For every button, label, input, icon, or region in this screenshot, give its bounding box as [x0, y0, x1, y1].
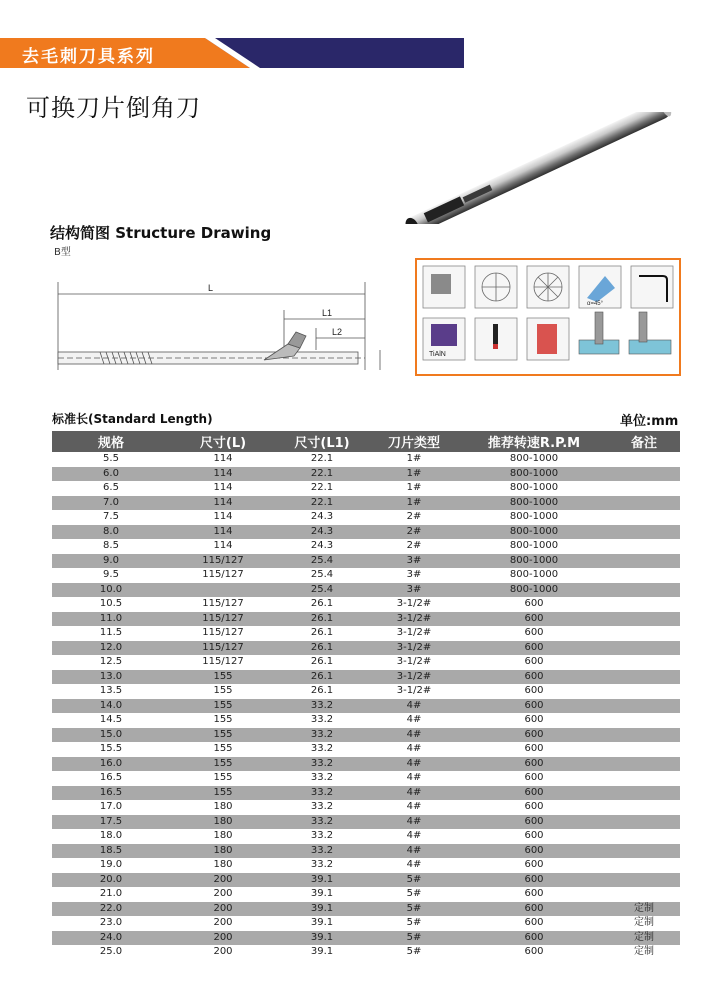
table-cell: 25.0: [52, 945, 170, 960]
table-row: [52, 815, 680, 830]
table-cell: 600: [460, 699, 608, 714]
table-cell: 200: [170, 873, 276, 888]
table-cell: 200: [170, 916, 276, 931]
table-row: [52, 539, 680, 554]
table-cell: [608, 496, 680, 511]
table-cell: [608, 829, 680, 844]
table-cell: 5#: [368, 887, 460, 902]
table-row: [52, 902, 680, 917]
table-cell: 180: [170, 815, 276, 830]
table-cell: 600: [460, 670, 608, 685]
table-cell: 3-1/2#: [368, 655, 460, 670]
table-cell: 115/127: [170, 554, 276, 569]
table-cell: 180: [170, 858, 276, 873]
table-row: [52, 844, 680, 859]
header-size-L1: 尺寸(L1): [276, 431, 368, 452]
unit-label: 单位:mm: [620, 414, 679, 429]
table-cell: 600: [460, 829, 608, 844]
table-cell: 33.2: [276, 771, 368, 786]
table-row: [52, 597, 680, 612]
table-cell: 33.2: [276, 742, 368, 757]
table-cell: 39.1: [276, 916, 368, 931]
table-cell: 114: [170, 496, 276, 511]
table-cell: 4#: [368, 699, 460, 714]
table-cell: 33.2: [276, 757, 368, 772]
table-cell: 800-1000: [460, 539, 608, 554]
table-row: [52, 626, 680, 641]
dim-L2: L2: [332, 327, 343, 337]
table-cell: 25.4: [276, 568, 368, 583]
table-row: [52, 655, 680, 670]
table-cell: 155: [170, 786, 276, 801]
counterbore-diagram-icon: [579, 312, 619, 354]
table-row: [52, 728, 680, 743]
table-cell: [608, 699, 680, 714]
table-cell: 15.0: [52, 728, 170, 743]
table-cell: 5.5: [52, 452, 170, 467]
table-cell: 600: [460, 757, 608, 772]
table-cell: [608, 844, 680, 859]
table-cell: 12.5: [52, 655, 170, 670]
table-row: [52, 583, 680, 598]
table-cell: 114: [170, 539, 276, 554]
table-cell: 26.1: [276, 655, 368, 670]
table-cell: 25.4: [276, 583, 368, 598]
table-cell: [608, 452, 680, 467]
table-row: [52, 510, 680, 525]
table-cell: 3-1/2#: [368, 597, 460, 612]
table-cell: [608, 742, 680, 757]
table-cell: 115/127: [170, 641, 276, 656]
table-cell: 5#: [368, 902, 460, 917]
table-cell: 4#: [368, 786, 460, 801]
table-row: [52, 481, 680, 496]
table-cell: 13.5: [52, 684, 170, 699]
table-row: [52, 945, 680, 960]
table-cell: [608, 597, 680, 612]
table-cell: 26.1: [276, 684, 368, 699]
table-row: [52, 829, 680, 844]
table-row: [52, 641, 680, 656]
table-cell: 600: [460, 786, 608, 801]
table-cell: [608, 858, 680, 873]
table-cell: 3-1/2#: [368, 684, 460, 699]
table-cell: [608, 887, 680, 902]
table-cell: 600: [460, 887, 608, 902]
table-cell: 114: [170, 467, 276, 482]
table-cell: 4#: [368, 858, 460, 873]
table-row: [52, 713, 680, 728]
table-row: [52, 684, 680, 699]
table-cell: 13.0: [52, 670, 170, 685]
spec-table: [52, 431, 680, 960]
table-cell: [608, 583, 680, 598]
table-cell: 26.1: [276, 626, 368, 641]
table-cell: 1#: [368, 452, 460, 467]
table-row: [52, 612, 680, 627]
table-cell: [608, 771, 680, 786]
table-cell: 600: [460, 655, 608, 670]
table-cell: [608, 612, 680, 627]
table-cell: [608, 800, 680, 815]
table-cell: 39.1: [276, 887, 368, 902]
table-cell: 14.5: [52, 713, 170, 728]
table-row: [52, 887, 680, 902]
table-row: [52, 931, 680, 946]
table-cell: 115/127: [170, 626, 276, 641]
table-cell: 600: [460, 713, 608, 728]
table-cell: 600: [460, 641, 608, 656]
table-cell: 1#: [368, 496, 460, 511]
table-cell: 4#: [368, 728, 460, 743]
table-cell: 114: [170, 525, 276, 540]
table-cell: 21.0: [52, 887, 170, 902]
table-cell: [608, 684, 680, 699]
table-cell: 180: [170, 800, 276, 815]
table-cell: 22.1: [276, 452, 368, 467]
table-cell: 9.0: [52, 554, 170, 569]
table-cell: 600: [460, 858, 608, 873]
table-cell: [608, 670, 680, 685]
table-cell: 155: [170, 771, 276, 786]
table-cell: 155: [170, 728, 276, 743]
table-cell: 33.2: [276, 800, 368, 815]
dim-L1: L1: [322, 308, 333, 318]
table-row: [52, 554, 680, 569]
table-cell: 3-1/2#: [368, 612, 460, 627]
header-remark: 备注: [608, 431, 680, 452]
table-cell: 5#: [368, 916, 460, 931]
table-cell: 600: [460, 902, 608, 917]
table-cell: 39.1: [276, 931, 368, 946]
table-cell: [608, 568, 680, 583]
table-caption: 标准长(Standard Length): [52, 412, 213, 426]
table-cell: 600: [460, 728, 608, 743]
table-cell: 14.0: [52, 699, 170, 714]
table-cell: [170, 583, 276, 598]
table-cell: 3-1/2#: [368, 626, 460, 641]
table-cell: 24.0: [52, 931, 170, 946]
structure-type-label: B型: [54, 247, 71, 258]
table-cell: 4#: [368, 829, 460, 844]
table-cell: 定制: [608, 916, 680, 931]
table-row: [52, 742, 680, 757]
table-cell: 8.0: [52, 525, 170, 540]
table-cell: 2#: [368, 510, 460, 525]
header-rpm: 推荐转速R.P.M: [460, 431, 608, 452]
table-cell: 26.1: [276, 670, 368, 685]
table-cell: [608, 713, 680, 728]
table-row: [52, 670, 680, 685]
table-cell: 200: [170, 931, 276, 946]
table-cell: 114: [170, 481, 276, 496]
table-cell: 4#: [368, 844, 460, 859]
table-cell: 800-1000: [460, 467, 608, 482]
table-cell: 3#: [368, 554, 460, 569]
table-cell: 155: [170, 757, 276, 772]
table-cell: 800-1000: [460, 583, 608, 598]
table-cell: [608, 626, 680, 641]
series-title: 去毛刺刀具系列: [22, 47, 155, 67]
table-cell: 155: [170, 713, 276, 728]
table-cell: 600: [460, 931, 608, 946]
table-cell: 800-1000: [460, 525, 608, 540]
table-row: [52, 496, 680, 511]
table-cell: 26.1: [276, 597, 368, 612]
table-cell: 33.2: [276, 829, 368, 844]
table-cell: 800-1000: [460, 452, 608, 467]
structure-drawing: [44, 270, 389, 378]
table-cell: 600: [460, 873, 608, 888]
table-cell: 114: [170, 452, 276, 467]
header-spec: 规格: [52, 431, 170, 452]
tool-photo: [385, 112, 685, 224]
table-cell: 定制: [608, 945, 680, 960]
table-cell: 39.1: [276, 902, 368, 917]
table-cell: [608, 554, 680, 569]
table-cell: 180: [170, 844, 276, 859]
table-cell: 7.5: [52, 510, 170, 525]
table-cell: [608, 467, 680, 482]
table-cell: 17.5: [52, 815, 170, 830]
table-cell: 600: [460, 800, 608, 815]
table-cell: 600: [460, 612, 608, 627]
table-cell: 4#: [368, 757, 460, 772]
table-row: [52, 525, 680, 540]
table-row: [52, 858, 680, 873]
table-cell: 10.5: [52, 597, 170, 612]
table-cell: 23.0: [52, 916, 170, 931]
page-title: 可换刀片倒角刀: [26, 94, 201, 122]
table-cell: 26.1: [276, 641, 368, 656]
table-cell: 600: [460, 684, 608, 699]
table-cell: 22.1: [276, 481, 368, 496]
table-row: [52, 786, 680, 801]
dim-L: L: [208, 283, 214, 293]
table-cell: 5#: [368, 873, 460, 888]
table-cell: 39.1: [276, 873, 368, 888]
table-cell: 2#: [368, 525, 460, 540]
table-cell: 155: [170, 699, 276, 714]
table-cell: 4#: [368, 771, 460, 786]
table-cell: 18.0: [52, 829, 170, 844]
table-cell: 16.5: [52, 771, 170, 786]
table-cell: 11.5: [52, 626, 170, 641]
feature-icons-panel: [415, 258, 681, 376]
table-cell: 1#: [368, 467, 460, 482]
table-cell: 600: [460, 815, 608, 830]
table-cell: 4#: [368, 800, 460, 815]
table-cell: 6.0: [52, 467, 170, 482]
table-cell: [608, 539, 680, 554]
table-cell: 114: [170, 510, 276, 525]
table-cell: 11.0: [52, 612, 170, 627]
table-cell: 155: [170, 684, 276, 699]
table-cell: 3#: [368, 568, 460, 583]
table-cell: 800-1000: [460, 568, 608, 583]
table-cell: 800-1000: [460, 496, 608, 511]
table-cell: [608, 481, 680, 496]
table-cell: 22.0: [52, 902, 170, 917]
table-cell: 600: [460, 844, 608, 859]
structure-title: 结构简图 Structure Drawing: [50, 224, 272, 242]
table-cell: [608, 655, 680, 670]
table-cell: 33.2: [276, 786, 368, 801]
table-cell: 22.1: [276, 496, 368, 511]
table-cell: 10.0: [52, 583, 170, 598]
table-cell: 600: [460, 626, 608, 641]
table-cell: 26.1: [276, 612, 368, 627]
series-banner: [0, 38, 464, 68]
table-cell: 定制: [608, 931, 680, 946]
table-cell: 200: [170, 887, 276, 902]
table-cell: 6.5: [52, 481, 170, 496]
table-cell: [608, 728, 680, 743]
table-cell: 600: [460, 945, 608, 960]
table-cell: 7.0: [52, 496, 170, 511]
table-cell: 800-1000: [460, 481, 608, 496]
table-cell: [608, 510, 680, 525]
coating-label: TiAlN: [429, 351, 446, 358]
table-cell: [608, 525, 680, 540]
table-cell: 4#: [368, 713, 460, 728]
table-cell: 33.2: [276, 858, 368, 873]
table-cell: 17.0: [52, 800, 170, 815]
table-cell: 200: [170, 945, 276, 960]
table-cell: 24.3: [276, 510, 368, 525]
table-cell: 22.1: [276, 467, 368, 482]
table-cell: 39.1: [276, 945, 368, 960]
table-cell: 33.2: [276, 713, 368, 728]
table-cell: 12.0: [52, 641, 170, 656]
table-cell: 33.2: [276, 728, 368, 743]
table-cell: 8.5: [52, 539, 170, 554]
table-cell: [608, 786, 680, 801]
table-cell: 4#: [368, 815, 460, 830]
step-diagram-icon: [629, 312, 671, 354]
table-cell: [608, 757, 680, 772]
table-row: [52, 800, 680, 815]
table-cell: 5#: [368, 945, 460, 960]
table-row: [52, 916, 680, 931]
table-cell: [608, 815, 680, 830]
table-cell: 800-1000: [460, 510, 608, 525]
table-row: [52, 873, 680, 888]
table-cell: 115/127: [170, 597, 276, 612]
table-cell: 155: [170, 670, 276, 685]
table-cell: 800-1000: [460, 554, 608, 569]
table-cell: 600: [460, 742, 608, 757]
table-cell: 25.4: [276, 554, 368, 569]
table-cell: 24.3: [276, 539, 368, 554]
table-cell: 24.3: [276, 525, 368, 540]
table-row: [52, 699, 680, 714]
table-cell: 155: [170, 742, 276, 757]
table-cell: 16.5: [52, 786, 170, 801]
table-row: [52, 452, 680, 467]
table-cell: 33.2: [276, 699, 368, 714]
table-cell: 3-1/2#: [368, 641, 460, 656]
table-cell: 115/127: [170, 655, 276, 670]
table-cell: [608, 641, 680, 656]
table-cell: 200: [170, 902, 276, 917]
header-insert-type: 刀片类型: [368, 431, 460, 452]
table-cell: 19.0: [52, 858, 170, 873]
table-row: [52, 757, 680, 772]
table-row: [52, 568, 680, 583]
table-cell: 1#: [368, 481, 460, 496]
header-size-L: 尺寸(L): [170, 431, 276, 452]
table-cell: 15.5: [52, 742, 170, 757]
table-cell: 33.2: [276, 844, 368, 859]
table-cell: 2#: [368, 539, 460, 554]
table-cell: 3-1/2#: [368, 670, 460, 685]
table-cell: 180: [170, 829, 276, 844]
table-header-row: [52, 431, 680, 452]
table-cell: 20.0: [52, 873, 170, 888]
table-cell: 定制: [608, 902, 680, 917]
table-cell: 9.5: [52, 568, 170, 583]
table-cell: [608, 873, 680, 888]
table-cell: 5#: [368, 931, 460, 946]
table-cell: 115/127: [170, 568, 276, 583]
table-cell: 115/127: [170, 612, 276, 627]
table-cell: 600: [460, 916, 608, 931]
table-cell: 3#: [368, 583, 460, 598]
table-cell: 18.5: [52, 844, 170, 859]
table-cell: 33.2: [276, 815, 368, 830]
table-row: [52, 771, 680, 786]
angle-label: α=45°: [587, 301, 604, 307]
table-row: [52, 467, 680, 482]
table-cell: 600: [460, 771, 608, 786]
table-cell: 16.0: [52, 757, 170, 772]
table-cell: 4#: [368, 742, 460, 757]
table-cell: 600: [460, 597, 608, 612]
